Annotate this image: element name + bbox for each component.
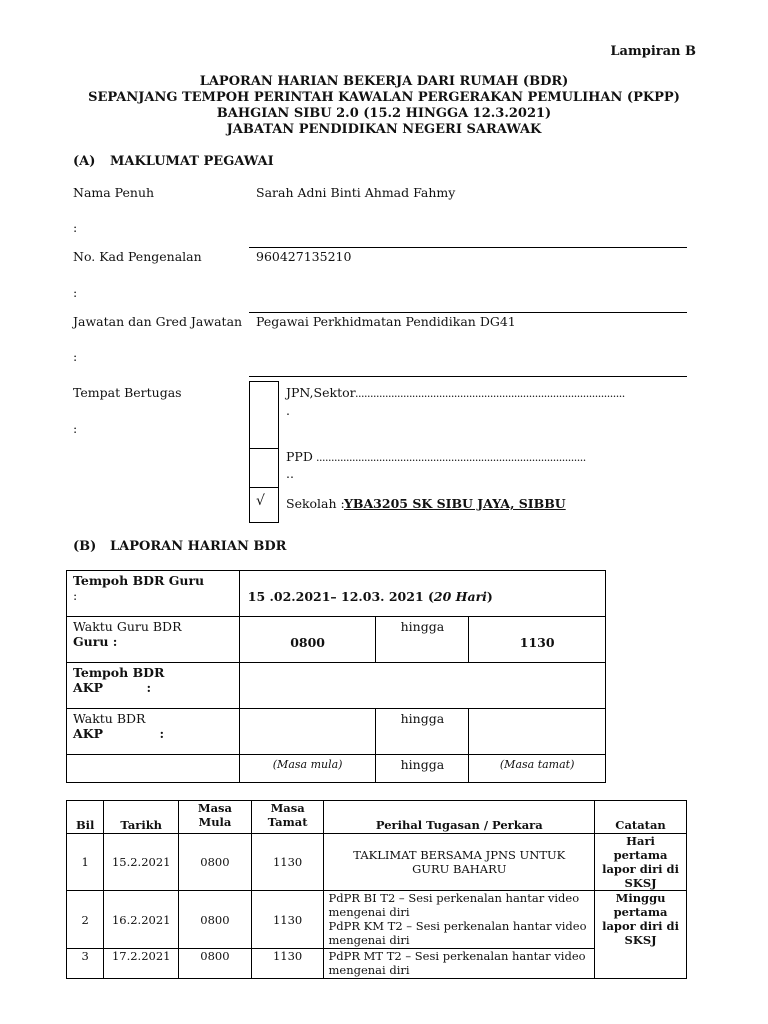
table-row — [67, 949, 687, 979]
tempoh-guru-row — [67, 571, 606, 617]
table-row — [67, 834, 687, 891]
ppd-dots: .......................................................................................... — [316, 451, 586, 464]
ppd-tail: .. — [286, 466, 294, 481]
waktu-guru-label-1: Waktu Guru BDR — [73, 619, 182, 634]
waktu-guru-end: 1130 — [469, 617, 606, 663]
jawatan-value: Pegawai Perkhidmatan Pendidikan DG41 — [256, 314, 516, 329]
report-subtitle-2: BAHGIAN SIBU 2.0 (15.2 HINGGA 12.3.2021) — [216, 106, 552, 121]
table-row — [67, 891, 687, 949]
tempat-colon: : — [73, 421, 78, 436]
tempoh-guru-value-cell — [239, 571, 605, 617]
tempoh-akp-value-cell — [239, 663, 605, 709]
waktu-akp-label-1: Waktu BDR — [73, 711, 146, 726]
tempoh-guru-days: 20 Hari — [433, 589, 487, 604]
row2-catatan: Minggu pertama lapor diri di SKSJ — [595, 891, 687, 979]
kp-underline — [249, 312, 687, 313]
section-b-title: LAPORAN HARIAN BDR — [110, 539, 287, 554]
tempoh-akp-row — [67, 663, 606, 709]
nama-underline — [249, 247, 687, 248]
row3-perihal: PdPR MT T2 – Sesi perkenalan hantar video mengenai diri — [324, 949, 595, 979]
header-masa-tamat-2: Tamat — [267, 815, 308, 829]
masa-row — [67, 755, 606, 783]
sekolah-value: YBA3205 SK SIBU JAYA, SIBBU — [344, 496, 566, 511]
jpn-dots: .......................................................................................... — [355, 387, 625, 400]
kp-label: No. Kad Pengenalan — [73, 249, 202, 264]
waktu-guru-label-cell — [67, 617, 240, 663]
tempoh-guru-dates: 15 .02.2021– 12.03. 2021 ( — [247, 589, 434, 604]
row1-bil: 1 — [67, 834, 104, 891]
row1-perihal: TAKLIMAT BERSAMA JPNS UNTUK GURU BAHARU — [324, 834, 595, 891]
daily-log-table — [66, 800, 687, 979]
row2-mula: 0800 — [179, 891, 252, 949]
header-masa-tamat — [251, 801, 324, 834]
row1-tarikh: 15.2.2021 — [104, 834, 179, 891]
waktu-akp-start-cell — [239, 709, 376, 755]
checkbox-divider-2 — [249, 487, 279, 488]
row2-tamat: 1130 — [251, 891, 324, 949]
tempoh-guru-label-cell — [67, 571, 240, 617]
nama-label: Nama Penuh — [73, 185, 155, 200]
tempoh-akp-label-2: AKP : — [73, 680, 152, 695]
header-masa-mula-2: Mula — [198, 815, 232, 829]
jawatan-colon: : — [73, 349, 78, 364]
report-subtitle-1: SEPANJANG TEMPOH PERINTAH KAWALAN PERGERAKAN PEMULIHAN (PKPP) — [88, 90, 680, 105]
section-a-title: MAKLUMAT PEGAWAI — [110, 154, 274, 169]
report-title: LAPORAN HARIAN BEKERJA DARI RUMAH (BDR) — [199, 74, 569, 89]
header-tarikh: Tarikh — [104, 801, 179, 834]
waktu-akp-row — [67, 709, 606, 755]
row2-bil: 2 — [67, 891, 104, 949]
tempat-label: Tempat Bertugas — [73, 385, 182, 400]
masa-mula-label: (Masa mula) — [239, 755, 376, 783]
waktu-akp-label-2: AKP : — [73, 726, 165, 741]
report-subtitle-3: JABATAN PENDIDIKAN NEGERI SARAWAK — [226, 122, 542, 137]
jawatan-underline — [249, 376, 687, 377]
tempoh-akp-label-1: Tempoh BDR — [73, 665, 165, 680]
jpn-label: JPN,Sektor — [286, 385, 356, 400]
kp-colon: : — [73, 285, 78, 300]
section-b-letter: (B) — [73, 539, 97, 554]
section-a-letter: (A) — [73, 154, 96, 169]
row2-tarikh: 16.2.2021 — [104, 891, 179, 949]
row1-tamat: 1130 — [251, 834, 324, 891]
log-header-row — [67, 801, 687, 834]
row1-catatan: Hari pertama lapor diri di SKSJ — [595, 834, 687, 891]
masa-empty-cell — [67, 755, 240, 783]
header-masa-tamat-1: Masa — [270, 801, 305, 815]
header-catatan: Catatan — [595, 801, 687, 834]
check-mark-icon: √ — [256, 493, 265, 509]
waktu-akp-end-cell — [469, 709, 606, 755]
ppd-label: PPD — [286, 449, 313, 464]
nama-value: Sarah Adni Binti Ahmad Fahmy — [256, 185, 456, 200]
waktu-akp-hingga: hingga — [376, 709, 469, 755]
header-masa-mula — [179, 801, 252, 834]
sekolah-label: Sekolah : — [286, 496, 345, 511]
row2-perihal-2: PdPR KM T2 – Sesi perkenalan hantar video mengenai diri — [328, 919, 587, 947]
row3-tarikh: 17.2.2021 — [104, 949, 179, 979]
masa-hingga: hingga — [376, 755, 469, 783]
bdr-period-table — [66, 570, 606, 783]
lampiran-label: Lampiran B — [610, 44, 696, 59]
jawatan-label: Jawatan dan Gred Jawatan — [73, 314, 243, 329]
header-bil: Bil — [67, 801, 104, 834]
waktu-guru-row — [67, 617, 606, 663]
waktu-guru-label-2: Guru : — [73, 634, 118, 649]
tempoh-guru-label: Tempoh BDR Guru — [73, 573, 205, 588]
tempoh-akp-label-cell — [67, 663, 240, 709]
row3-bil: 3 — [67, 949, 104, 979]
waktu-guru-hingga: hingga — [376, 617, 469, 663]
row2-perihal-1: PdPR BI T2 – Sesi perkenalan hantar video mengenai diri — [328, 891, 580, 919]
row3-tamat: 1130 — [251, 949, 324, 979]
row3-mula: 0800 — [179, 949, 252, 979]
header-masa-mula-1: Masa — [197, 801, 232, 815]
waktu-guru-start: 0800 — [239, 617, 376, 663]
jpn-tail: . — [286, 403, 290, 418]
row2-perihal — [324, 891, 595, 949]
tempoh-guru-colon: : — [73, 588, 78, 603]
waktu-akp-label-cell — [67, 709, 240, 755]
header-perihal: Perihal Tugasan / Perkara — [324, 801, 595, 834]
tempoh-guru-close: ) — [486, 589, 493, 604]
kp-value: 960427135210 — [256, 249, 352, 264]
row1-mula: 0800 — [179, 834, 252, 891]
masa-tamat-label: (Masa tamat) — [469, 755, 606, 783]
nama-colon: : — [73, 220, 78, 235]
checkbox-divider-1 — [249, 448, 279, 449]
